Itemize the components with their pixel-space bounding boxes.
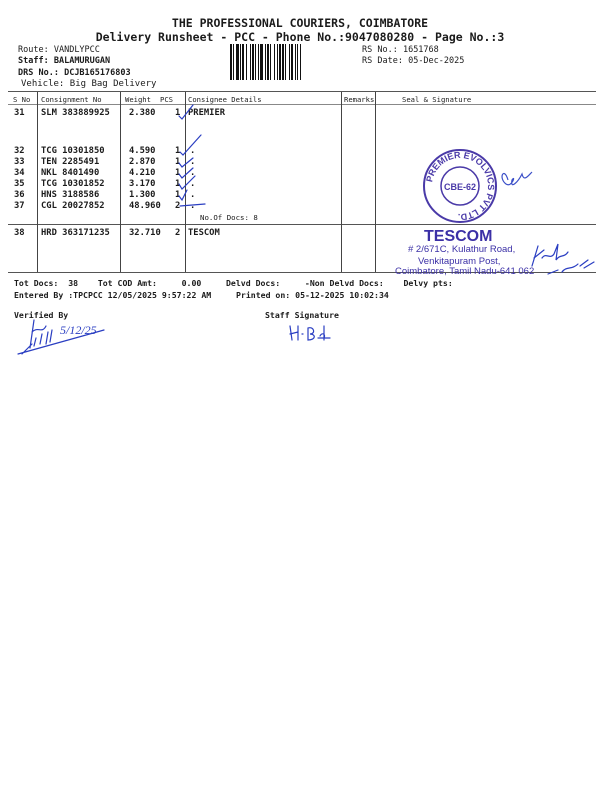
table-header-rule [8,104,596,105]
route-label: Route: [18,45,49,55]
runsheet-subtitle: Delivery Runsheet - PCC - Phone No.:9047080280 - Page No.:3 [95,30,505,44]
row-pcs: 1 [175,108,181,118]
table-top-rule [8,91,596,92]
row-pcs: 1 [175,168,181,178]
group-doc-count: No.Of Docs: 8 [200,213,258,222]
route-value: VANDLYPCC [53,45,100,55]
delvy-pts-label: Delvy pts: [403,278,453,288]
vehicle-line [21,79,156,89]
rs-no-label: RS No.: [362,45,398,55]
tick-mark-icon [179,168,196,178]
row-sno: 37 [14,201,25,211]
vehicle-value: Big Bag Delivery [69,79,157,89]
barcode-bar [274,44,275,80]
header-seal-signature: Seal & Signature [402,95,472,104]
company-title: THE PROFESSIONAL COURIERS, COIMBATORE [171,16,429,30]
barcode-bar [265,44,266,80]
col-divider-sno [37,92,38,272]
tot-docs-value: 38 [68,278,79,288]
row-weight: 2.380 [129,108,156,118]
row-consignee: PREMIER [188,108,226,118]
stamp-ring-text: PREMIER EVOLVICS PVT LTD. [424,149,497,223]
staff-handwritten-signature [288,322,338,344]
tescom-address-3: Coimbatore, Tamil Nadu-641 062 [395,266,535,277]
row-pcs: 1 [175,190,181,200]
header-consignee: Consignee Details [188,95,262,104]
verified-by-signature [14,316,114,356]
header-consignment: Consignment No [41,95,102,104]
row-consignment: HRD 363171235 [41,228,110,238]
delvd-docs-label: Delvd Docs: [226,278,281,288]
row-pcs: 1 [175,157,181,167]
tescom-address-1: # 2/671C, Kulathur Road, [408,244,516,255]
row-consignment: SLM 383889925 [41,108,110,118]
row-consignment: NKL 8401490 [41,168,100,178]
row-pcs: 1 [175,146,181,156]
row-pcs: 1 [175,179,181,189]
barcode-bar [297,44,298,80]
vehicle-label: Vehicle: [21,79,65,89]
route-line [18,45,100,55]
receiver-initials-signature [502,172,532,185]
barcode-bar [267,44,269,80]
row-consignee: . [190,190,196,200]
staff-line [18,56,110,66]
drs-line [18,68,131,78]
barcode-bar [291,44,293,80]
row-sno: 33 [14,157,25,167]
barcode-bar [252,44,254,80]
tot-docs-label: Tot Docs: [14,278,59,288]
row-consignment: TCG 10301852 [41,179,105,189]
barcode-bar [236,44,239,80]
barcode [230,44,360,80]
tick-mark-icon [180,135,201,155]
drs-value: DCJB165176803 [64,68,131,78]
col-divider-remarks [375,92,376,272]
barcode-bar [246,44,247,80]
barcode-bar [277,44,278,80]
row-consignment: CGL 20027852 [41,201,105,211]
row-sno: 38 [14,228,25,238]
row-consignee: . [190,157,196,167]
rs-date-line [362,56,464,66]
row-consignee: . [190,146,196,156]
header-remarks: Remarks [344,95,375,104]
receiver-handwritten-signature [528,236,598,276]
stamp-center-text: CBE-62 [443,182,477,192]
row-consignee: . [190,168,196,178]
barcode-bar [240,44,241,80]
header-sno: S No [13,95,31,104]
non-delvd-docs-label: -Non Delvd Docs: [304,278,384,288]
entered-by: Entered By :TPCPCC 12/05/2025 9:57:22 AM [14,290,212,300]
row-consignee: TESCOM [188,228,220,238]
barcode-bar [255,44,256,80]
barcode-bar [300,44,301,80]
tick-marks [165,100,225,220]
barcode-bar [295,44,296,80]
row-pcs: 2 [175,201,181,211]
row-weight: 48.960 [129,201,161,211]
row-pcs: 2 [175,228,181,238]
tot-cod-label: Tot COD Amt: [97,278,157,288]
header-pcs: PCS [160,95,173,104]
row-sno: 31 [14,108,25,118]
rs-date-label: RS Date: [362,56,403,66]
barcode-bar [279,44,281,80]
barcode-bar [250,44,251,80]
totals-line [14,278,453,288]
verified-by-label: Verified By [14,310,69,320]
col-divider-consignment [120,92,121,272]
row-consignee: . [190,201,196,211]
barcode-bar [258,44,259,80]
drs-label: DRS No.: [18,68,59,78]
barcode-bar [233,44,234,80]
row-weight: 3.170 [129,179,156,189]
rs-no-line [362,45,439,55]
barcode-bar [260,44,263,80]
row-sno: 34 [14,168,25,178]
row-sno: 35 [14,179,25,189]
row-consignment: TCG 10301850 [41,146,105,156]
staff-label: Staff: [18,56,49,66]
tick-mark-icon [179,190,187,200]
barcode-bar [230,44,232,80]
row-consignee: . [190,179,196,189]
row-weight: 2.870 [129,157,156,167]
rs-date-value: 05-Dec-2025 [408,56,465,66]
printed-on: Printed on: 05-12-2025 10:02:34 [236,290,389,300]
tot-cod-value: 0.00 [181,278,202,288]
row-weight: 4.210 [129,168,156,178]
row-consignment: TEN 2285491 [41,157,100,167]
tick-mark-icon [179,157,196,167]
row-sno: 32 [14,146,25,156]
barcode-bar [270,44,271,80]
tick-mark-icon [179,105,193,119]
col-divider-consignee [341,92,342,272]
barcode-bar [282,44,284,80]
row-weight: 32.710 [129,228,161,238]
barcode-bar [285,44,286,80]
verified-date: 5/12/25 [60,323,97,337]
header-weight: Weight [125,95,151,104]
staff-value: BALAMURUGAN [53,56,111,66]
tescom-stamp-name: TESCOM [424,228,493,245]
staff-signature-label: Staff Signature [265,310,339,320]
tick-mark-icon [180,204,205,206]
barcode-bar [242,44,244,80]
rs-no-value: 1651768 [402,45,439,55]
tescom-address-2: Venkitapuram Post, [418,256,501,267]
row-weight: 4.590 [129,146,156,156]
premier-evolvics-stamp [420,146,550,226]
row-sno: 36 [14,190,25,200]
barcode-bar [289,44,290,80]
row-weight: 1.300 [129,190,156,200]
row-consignment: HNS 3188586 [41,190,100,200]
